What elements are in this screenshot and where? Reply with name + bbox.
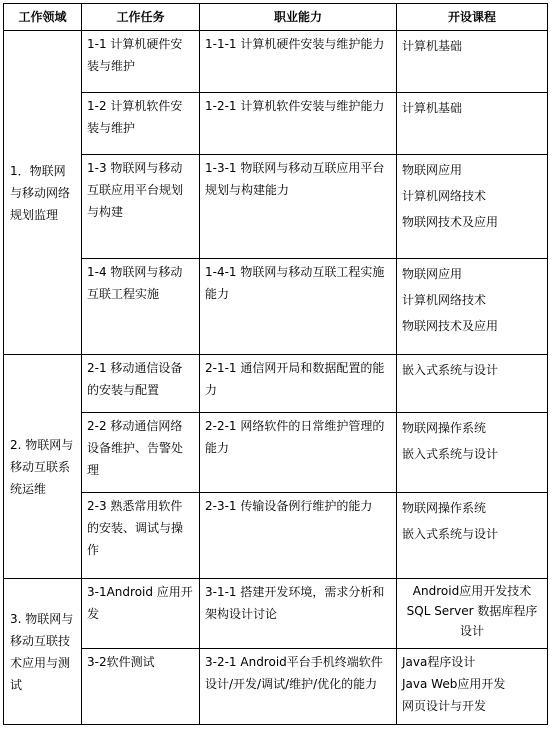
course-item: 计算机基础 [402,39,463,53]
work-task-cell: 1-1 计算机硬件安装与维护 [82,31,200,93]
course-item: Java程序设计 [402,655,476,669]
ability-cell: 1-2-1 计算机软件安装与维护能力 [200,93,397,155]
work-task-cell: 1-4 物联网与移动互联工程实施 [82,259,200,355]
course-cell [397,355,548,413]
work-domain-cell: 1．物联网与移动网络规划监理 [4,31,82,355]
course-cell [397,31,548,93]
work-task-cell: 2-2 移动通信网络设备维护、告警处理 [82,413,200,493]
table-row [4,155,548,259]
work-domain-cell: 2. 物联网与移动互联系统运维 [4,355,82,579]
course-cell [397,413,548,493]
course-item: 物联网技术及应用 [402,215,499,229]
course-cell [397,93,548,155]
course-item: 嵌入式系统与设计 [402,527,499,541]
course-item: SQL Server 数据库程序设计 [406,604,538,638]
work-task-cell: 2-1 移动通信设备的安装与配置 [82,355,200,413]
course-item: 嵌入式系统与设计 [402,363,499,377]
course-cell [397,649,548,725]
header-vocational-ability: 职业能力 [200,4,397,31]
ability-cell: 1-1-1 计算机硬件安装与维护能力 [200,31,397,93]
course-item: 物联网技术及应用 [402,319,499,333]
course-item: 计算机网络技术 [402,293,487,307]
work-task-cell: 3-2软件测试 [82,649,200,725]
course-item: 物联网操作系统 [402,501,487,515]
course-item: 物联网应用 [402,163,463,177]
table-row [4,493,548,579]
ability-cell: 1-3-1 物联网与移动互联应用平台规划与构建能力 [200,155,397,259]
course-item: Android应用开发技术 [412,584,532,598]
course-item: 网页设计与开发 [402,699,487,713]
course-cell [397,579,548,649]
work-task-cell: 1-3 物联网与移动互联应用平台规划与构建 [82,155,200,259]
work-task-cell: 1-2 计算机软件安装与维护 [82,93,200,155]
ability-cell: 2-3-1 传输设备例行维护的能力 [200,493,397,579]
work-task-cell: 3-1Android 应用开发 [82,579,200,649]
header-work-domain: 工作领域 [4,4,82,31]
ability-cell: 3-1-1 搭建开发环境，需求分析和架构设计讨论 [200,579,397,649]
header-work-task: 工作任务 [82,4,200,31]
course-item: 物联网应用 [402,267,463,281]
table-row [4,649,548,725]
course-item: 计算机网络技术 [402,189,487,203]
table-row [4,93,548,155]
work-domain-cell: 3. 物联网与移动互联技术应用与测试 [4,579,82,725]
course-item: 计算机基础 [402,101,463,115]
table-row [4,413,548,493]
table-row [4,355,548,413]
ability-cell: 1-4-1 物联网与移动互联工程实施能力 [200,259,397,355]
course-item: Java Web应用开发 [402,677,506,691]
table-row [4,31,548,93]
ability-cell: 2-2-1 网络软件的日常维护管理的能力 [200,413,397,493]
header-courses: 开设课程 [397,4,548,31]
header-row [4,4,548,31]
course-cell [397,155,548,259]
table-row [4,579,548,649]
table-row [4,259,548,355]
course-cell [397,259,548,355]
curriculum-table [3,3,548,725]
work-task-cell: 2-3 熟悉常用软件的安装、调试与操作 [82,493,200,579]
course-item: 物联网操作系统 [402,421,487,435]
ability-cell: 2-1-1 通信网开局和数据配置的能力 [200,355,397,413]
course-item: 嵌入式系统与设计 [402,447,499,461]
course-cell [397,493,548,579]
ability-cell: 3-2-1 Android平台手机终端软件设计/开发/调试/维护/优化的能力 [200,649,397,725]
